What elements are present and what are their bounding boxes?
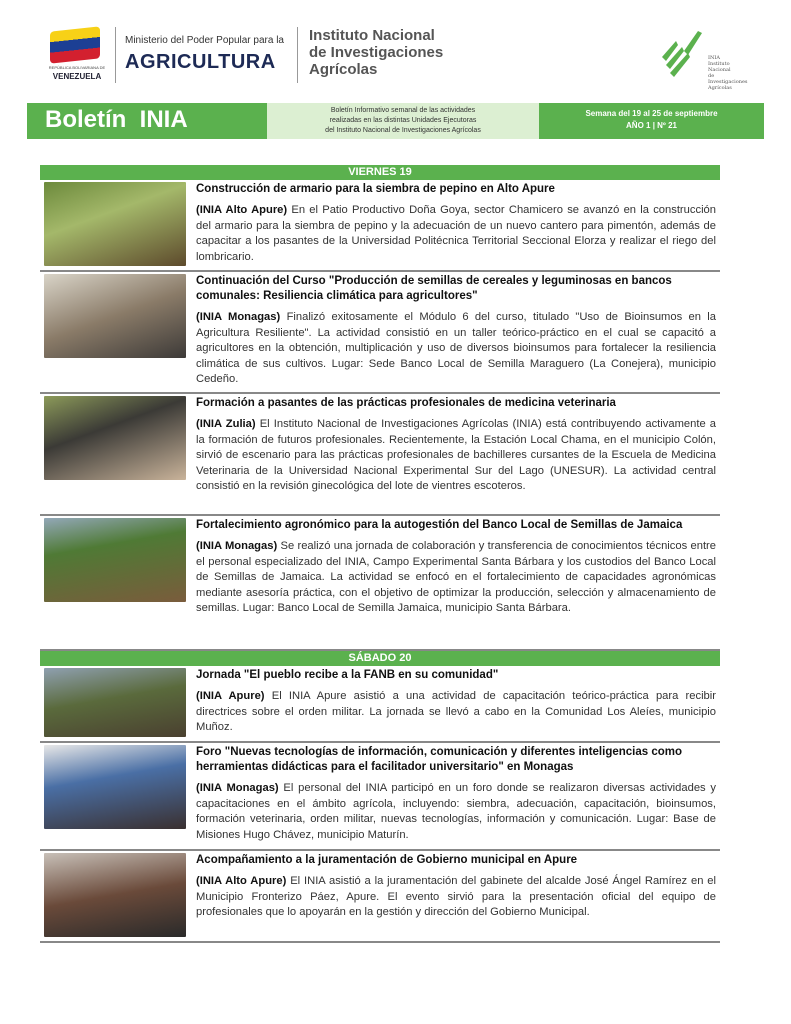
news-title: Fortalecimiento agronómico para la autogestión del Banco Local de Semillas de Jamaica [196,519,683,531]
agricultura-label: AGRICULTURA [125,51,276,73]
news-title: Foro "Nuevas tecnologías de información, comunicación y diferentes inteligencias como herramientas didácticas para el facilitador universitario" en Monagas [196,746,683,773]
news-unit: (INIA Alto Apure) [196,875,287,887]
news-title: Construcción de armario para la siembra de pepino en Alto Apure [196,183,555,195]
page-header [45,25,748,91]
institute-name [309,27,443,78]
news-body [196,417,716,495]
news-unit: (INIA Monagas) [196,311,281,323]
venezuela-flag-logo [50,26,100,63]
news-unit: (INIA Apure) [196,690,265,702]
news-text [196,274,716,388]
bulletin-description [267,103,539,139]
news-body [196,310,716,388]
description-line: Boletín Informativo semanal de las actividades [330,107,476,114]
issue-label: AÑO 1 | Nº 21 [626,121,677,130]
logo-line: Agrícolas [708,85,732,91]
news-unit: (INIA Alto Apure) [196,204,288,216]
inia-logo-text [708,55,746,91]
news-text [196,853,716,921]
news-body [196,874,716,921]
news-item [40,180,720,272]
news-title: Acompañamiento a la juramentación de Gobierno municipal en Apure [196,854,578,866]
divider [115,27,116,83]
news-text [196,668,716,736]
week-label: Semana del 19 al 25 de septiembre [585,109,718,118]
news-photo [44,396,186,480]
logo-line: Instituto Nacional [708,61,731,73]
logo-line: de Investigaciones [708,73,748,85]
news-body-text: El INIA Apure asistió a una actividad de capacitación teórico-práctica para recibir directrices sobre el orden militar. La jornada se llevó a cabo en la Comunidad Los Aleíes, municipio Muñoz. [196,690,716,733]
description-line: del Instituto Nacional de Investigaciones Agrícolas [325,127,481,134]
day-header-sabado: SÁBADO 20 [40,651,720,666]
news-photo [44,668,186,737]
news-body-text: El INIA asistió a la juramentación del gabinete del alcalde José Ángel Ramírez en el Municipio Fronterizo Páez, Apure. El evento sirvió para la presentación oficial del equipo de profesionales que lo apoyarán en la gestión y dirección del Gobierno Municipal. [196,875,716,918]
description-line: realizadas en las distintas Unidades Ejecutoras [329,117,477,124]
news-title: Continuación del Curso "Producción de semillas de cereales y leguminosas en bancos comunales: Resiliencia climática para agricultores" [196,275,672,302]
bulletin-title: Boletín INIA [27,103,267,139]
institute-line: de Investigaciones [309,44,444,61]
news-body [196,539,716,617]
divider [297,27,298,83]
news-unit: (INIA Monagas) [196,540,278,552]
logo-line: INIA [708,55,720,61]
news-title: Jornada "El pueblo recibe a la FANB en su comunidad" [196,669,499,681]
ministry-label: Ministerio del Poder Popular para la [125,35,284,46]
news-body-text: En el Patio Productivo Doña Goya, sector Chamicero se avanzó en la construcción del armario para la siembra de pepino y la adecuación de un nuevo cantero para pimentón, además de capacitar a los pasantes de la Universidad Politécnica Territorial Seccional Elorza y realizar el riego del lombricario. [196,204,716,263]
news-text [196,745,716,843]
news-photo [44,182,186,266]
news-photo [44,518,186,602]
news-item [40,272,720,394]
news-unit: (INIA Zulia) [196,418,256,430]
news-item [40,394,720,516]
day-header-viernes: VIERNES 19 [40,165,720,180]
news-body [196,689,716,736]
news-item [40,743,720,851]
news-text [196,396,716,495]
news-photo [44,853,186,937]
news-body-text: El Instituto Nacional de Investigaciones Agrícolas (INIA) está contribuyendo activamente a la formación de futuros profesionales. Recientemente, la Estación Local Chama, en el municipio Colón, sirvió de escenario para las prácticas profesionales de bachilleres cursantes de la Escuela de Medicina Veterinaria de la Universidad Nacional Experimental Sur del Lago (UNESUR). La actividad central consistió en la revisión ginecológica del lote de vientres escoteros. [196,418,716,492]
news-item [40,851,720,943]
inia-leaf-logo [658,27,706,83]
venezuela-label: VENEZUELA [52,72,102,81]
news-list [40,165,720,943]
news-text [196,518,716,617]
news-body-text: El personal del INIA participó en un foro donde se realizaron diversas actividades y capacitaciones en el ámbito agrícola, incluyendo: siembra, adecuación, capacitación, bioinsumos, formación veterinaria, orden militar, nuevas tecnologías, información y comunicación. Lugar: Base de Misiones Hugo Chávez, municipio Maturín. [196,782,717,841]
news-body-text: Se realizó una jornada de colaboración y transferencia de conocimientos técnicos entre el personal especializado del INIA, Campo Experimental Santa Bárbara y los custodios del Banco Local de Semillas de Jamaica. La actividad se enfocó en el fortalecimiento de capacidades agronómicas mediante asesoría práctica, con el objetivo de optimizar la producción, selección y almacenamiento de semillas. Lugar: Banco Local de Semilla Jamaica, municipio Santa Bárbara. [196,540,716,614]
institute-line: Instituto Nacional [309,27,435,44]
news-text [196,182,716,265]
news-body [196,781,716,843]
institute-line: Agrícolas [309,61,378,78]
news-body [196,203,716,265]
republic-label: REPÚBLICA BOLIVARIANA DE [48,65,106,70]
news-item [40,666,720,743]
news-body-text: Finalizó exitosamente el Módulo 6 del curso, titulado "Uso de Bioinsumos en la Agricultura Resiliente". La actividad consistió en un taller teórico-práctico en el cual se capacitó a agricultores en la obtención, multiplicación y uso de diversos bioinsumos para fortalecer la resiliencia climática de sus cultivos. Lugar: Sede Banco Local de Semilla Maraguero (La Conejera), municipio Cedeño. [196,311,716,385]
news-photo [44,274,186,358]
bulletin-issue [539,103,764,139]
news-item [40,516,720,651]
bulletin-banner [27,103,764,139]
news-unit: (INIA Monagas) [196,782,279,794]
news-title: Formación a pasantes de las prácticas profesionales de medicina veterinaria [196,397,616,409]
news-photo [44,745,186,829]
